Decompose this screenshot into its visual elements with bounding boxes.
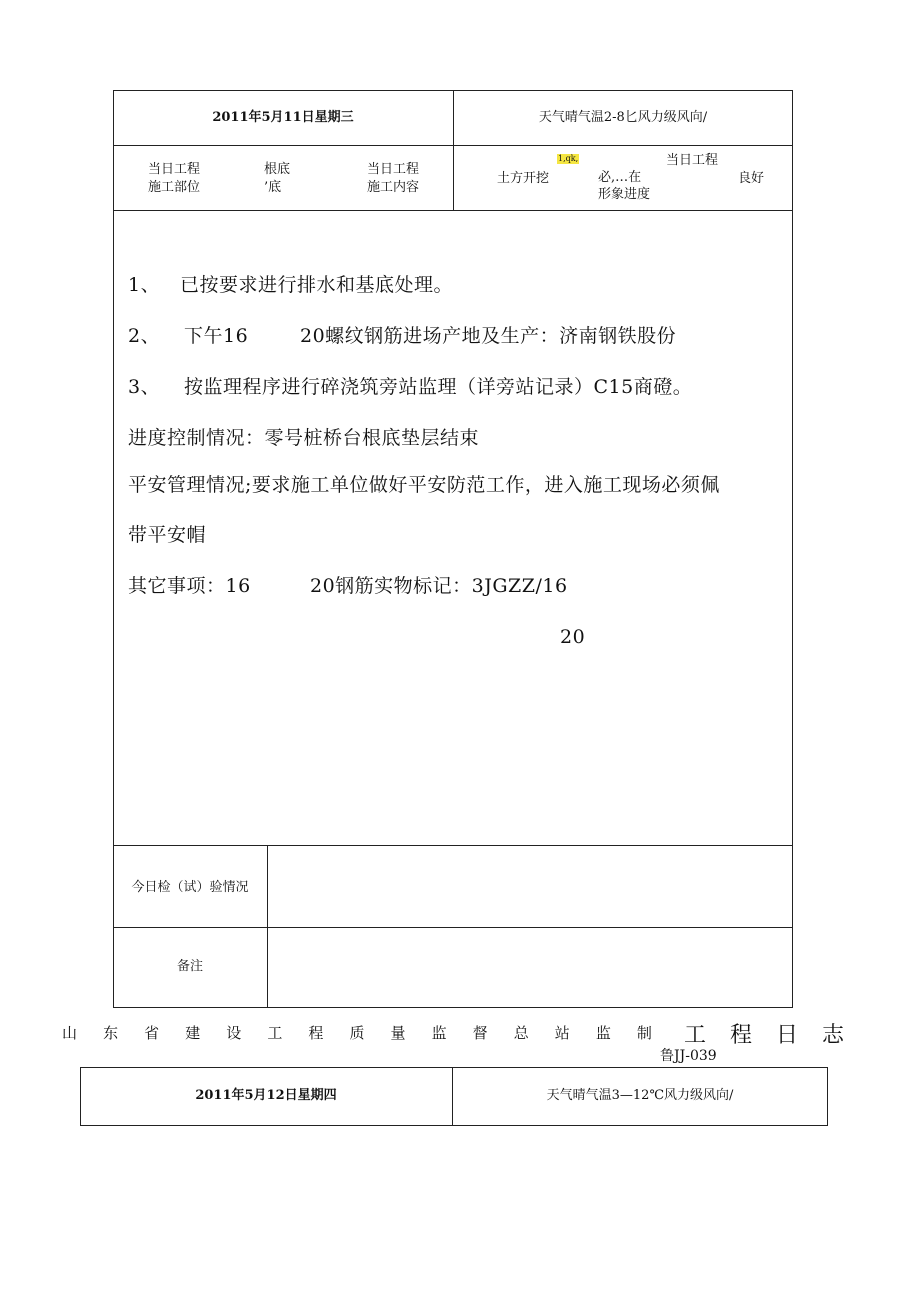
org-char: 监: [431, 1024, 447, 1042]
item-1-number: 1、: [128, 274, 161, 296]
org-char: 总: [513, 1024, 529, 1042]
title-char: 工: [684, 1023, 707, 1048]
org-char: 制: [636, 1024, 652, 1042]
org-char: 工: [267, 1024, 283, 1042]
form-code: 鲁JJ-039: [660, 1048, 717, 1064]
log-date: 2011年5月11日星期三: [212, 110, 354, 125]
item-3-text: 按监理程序进行碎浇筑旁站监理（详旁站记录）C15商磴。: [184, 376, 693, 398]
title-char: 程: [729, 1023, 752, 1048]
item-1-text: 已按要求进行排水和基底处理。: [180, 274, 454, 296]
title-char: 日: [775, 1023, 798, 1048]
row-divider: [113, 927, 793, 928]
safety-management-line-1: 平安管理情况;要求施工单位做好平安防范工作，进入施工现场必须佩: [128, 474, 720, 496]
org-char: 东: [103, 1024, 119, 1042]
progress-value: 良好: [738, 171, 765, 186]
org-char: 站: [554, 1024, 570, 1042]
part-label: 当日工程 施工部位: [148, 162, 201, 195]
item-2-time: 下午16: [184, 325, 249, 347]
highlight-mark: 1,qk,: [558, 154, 579, 163]
other-items-b: 20钢筋实物标记：3JGZZ/16: [310, 575, 568, 597]
org-char: 设: [226, 1024, 242, 1042]
org-char: 量: [390, 1024, 406, 1042]
progress-label-2: 形象进度: [598, 187, 651, 202]
content-value: 土方开挖: [497, 171, 550, 186]
weather-info-2: 天气晴气温3—12℃风力级风向/: [546, 1088, 734, 1103]
weather-info: 天气晴气温2-8匕风力级风向/: [538, 110, 708, 125]
other-items-c: 20: [560, 626, 586, 648]
org-char: 质: [349, 1024, 365, 1042]
row-divider: [113, 845, 793, 846]
log-title: [684, 1018, 844, 1049]
other-items-a: 其它事项：16: [128, 575, 251, 597]
item-3-number: 3、: [128, 376, 161, 398]
org-char: 程: [308, 1024, 324, 1042]
content-label: 当日工程 施工内容: [367, 162, 420, 195]
col-divider: [453, 90, 454, 210]
item-2-number: 2、: [128, 325, 161, 347]
remarks-label: 备注: [176, 959, 203, 974]
safety-management-line-2: 带平安帽: [128, 524, 207, 546]
org-char: 山: [62, 1024, 78, 1042]
progress-control: 进度控制情况：零号桩桥台根底垫层结束: [128, 427, 480, 449]
progress-label-1: 当日工程: [666, 153, 719, 168]
title-char: 志: [821, 1023, 844, 1048]
part-value: 根底 ’底: [264, 162, 291, 195]
progress-prefix: 必,…在: [598, 170, 642, 185]
inspection-label: 今日检（试）验情况: [131, 880, 249, 895]
item-2-text: 20螺纹钢筋进场产地及生产：济南钢铁股份: [300, 325, 677, 347]
row-divider: [113, 210, 793, 211]
supervising-org: [62, 1022, 652, 1043]
org-char: 省: [144, 1024, 160, 1042]
log-date-2: 2011年5月12日星期四: [195, 1088, 337, 1103]
col-divider: [267, 845, 268, 1008]
org-char: 督: [472, 1024, 488, 1042]
org-char: 监: [595, 1024, 611, 1042]
org-char: 建: [185, 1024, 201, 1042]
log-table-1: [113, 90, 793, 1008]
